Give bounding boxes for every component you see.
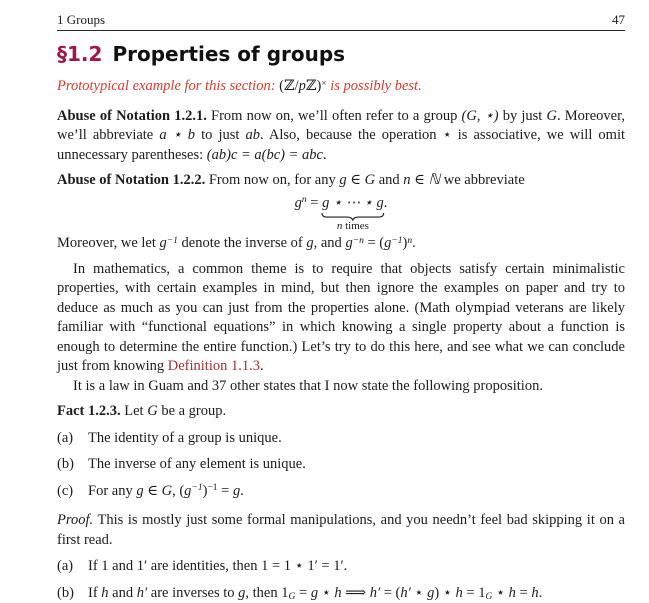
math-run: g — [295, 195, 302, 211]
math-run: p — [299, 78, 306, 94]
math-run: 1 = 1 ⋆ 1′ = 1′ — [261, 558, 344, 574]
math-run: = ( — [380, 585, 400, 601]
list-marker: (a) — [57, 429, 73, 449]
math-run: g — [306, 235, 313, 251]
math-run: ⋆ — [443, 127, 452, 143]
abuse-of-notation-1 — [57, 107, 625, 166]
text-run: The inverse of any element is unique. — [88, 456, 306, 472]
text-run: . Moreover, we’ll abbreviate — [57, 108, 625, 144]
text-run: . — [344, 558, 348, 574]
math-run: h′ — [137, 585, 147, 601]
math-run: $g^{-1}$ — [384, 235, 402, 251]
text-run: If — [88, 585, 101, 601]
math-run: h — [456, 585, 463, 601]
equals-sign: = — [307, 195, 322, 211]
math-run: = — [295, 585, 310, 601]
math-run: n — [337, 220, 343, 232]
text-run: From now on, for any — [205, 172, 339, 188]
prototype-line — [57, 77, 625, 97]
proof-item-b — [57, 584, 625, 603]
math-run: = ( — [364, 235, 384, 251]
math-run: g — [311, 585, 318, 601]
definition-link[interactable]: Definition 1.1.3 — [168, 358, 260, 374]
header-rule — [57, 30, 625, 31]
text-run: In mathematics, a common theme is to require that objects satisfy certain minimalistic properties, with certain examples in mind, but then ignore the examples on paper and try to deduce as much as you can just from the properties alone. (Math olympiad veterans are likely familiar with “functional equations” in which knowing a single property about a function is enough to determine the entire function.) Let’s try to do this here, and see what we can conclude just from knowing — [57, 261, 625, 375]
equation-period: . — [384, 195, 388, 211]
math-run: (ℤ/ — [279, 78, 298, 94]
text-run: Moreover, we let — [57, 235, 160, 251]
math-subscript: G — [289, 592, 296, 602]
math-run: g — [427, 585, 434, 601]
text-run: For any — [88, 483, 136, 499]
proof-label: Proof. — [57, 512, 93, 528]
math-run: ⋆ — [411, 585, 427, 601]
math-run: , then 1 — [245, 585, 288, 601]
math-run: $g^{-n}$ — [345, 235, 363, 251]
moreover-paragraph — [57, 234, 625, 254]
math-run: $g^{-1}$ — [184, 483, 202, 499]
theme-paragraph — [57, 260, 625, 377]
proof-item-a — [57, 557, 625, 577]
chapter-marker: 1 Groups — [57, 12, 105, 27]
text-run: to just — [195, 127, 245, 143]
proof-paragraph — [57, 511, 625, 550]
text-run: . — [539, 585, 543, 601]
math-run: $g^{-1}$ — [160, 235, 178, 251]
text-run: are inverses to — [147, 585, 238, 601]
prototype-tail: is possibly best. — [327, 78, 422, 94]
text-run: . — [260, 358, 264, 374]
text-run: be a group. — [158, 403, 226, 419]
text-run: . — [240, 483, 244, 499]
theorem-label: Fact 1.2.3. — [57, 403, 121, 419]
math-run: (ab)c = a(bc) = abc — [207, 147, 323, 163]
math-superscript: × — [321, 79, 326, 89]
math-run: g ∈ G — [339, 172, 375, 188]
section-number: §1.2 — [57, 42, 102, 66]
page-number: 47 — [612, 12, 625, 27]
text-run: denote the inverse of — [178, 235, 306, 251]
fact-heading — [57, 402, 625, 422]
math-run: h — [509, 585, 516, 601]
guam-paragraph: It is a law in Guam and 37 other states that I now state the following proposition. — [57, 377, 625, 397]
text-run: by just — [499, 108, 547, 124]
text-run: and — [375, 172, 403, 188]
math-run: g — [238, 585, 245, 601]
math-run: )$^{-1}$ — [203, 483, 218, 499]
prototype-lead: Prototypical example for this section: — [57, 78, 279, 94]
section-title: Properties of groups — [112, 42, 345, 66]
fact-item-b — [57, 455, 625, 475]
text-run: , and — [314, 235, 346, 251]
text-run: is associative, we will omit unnecessary parentheses: — [57, 127, 625, 163]
text-run: Let — [121, 403, 148, 419]
theorem-label: Abuse of Notation 1.2.2. — [57, 172, 205, 188]
math-run: ⋆ — [492, 585, 508, 601]
text-run: and — [109, 585, 137, 601]
list-marker: (c) — [57, 482, 73, 502]
text-run: From now on, we’ll often refer to a group — [207, 108, 462, 124]
underbraced-expression: g ⋆ ⋯ ⋆ g — [322, 195, 384, 211]
display-equation — [57, 194, 625, 235]
text-run: times — [342, 220, 369, 232]
math-run: = — [218, 483, 233, 499]
math-run: a ⋆ b — [159, 127, 195, 143]
text-run: we abbreviate — [440, 172, 525, 188]
math-run: ⋆ — [318, 585, 334, 601]
equation-lhs — [295, 195, 307, 211]
fact-item-a — [57, 429, 625, 449]
math-run: (G, ⋆) — [462, 108, 499, 124]
math-run: G — [147, 403, 157, 419]
math-run: ℤ) — [306, 78, 321, 94]
math-run: = — [516, 585, 531, 601]
list-marker: (a) — [57, 557, 73, 577]
math-run: )$^n$ — [403, 235, 413, 251]
math-superscript: n — [302, 195, 307, 205]
underbrace-group — [322, 194, 384, 214]
list-marker: (b) — [57, 584, 74, 603]
math-run: = 1 — [463, 585, 486, 601]
text-run: , ( — [172, 483, 184, 499]
text-run: The identity of a group is unique. — [88, 430, 282, 446]
math-run: h′ — [370, 585, 380, 601]
abuse-of-notation-2 — [57, 171, 625, 191]
theorem-label: Abuse of Notation 1.2.1. — [57, 108, 207, 124]
math-run: h′ — [400, 585, 410, 601]
math-run: h — [101, 585, 108, 601]
running-header — [57, 12, 625, 27]
math-run: n ∈ ℕ — [403, 172, 440, 188]
math-subscript: G — [485, 592, 492, 602]
text-run: . — [412, 235, 416, 251]
list-marker: (b) — [57, 455, 74, 475]
text-run: This is mostly just some formal manipulations, and you needn’t feel bad skipping it on a first read. — [57, 512, 625, 548]
fact-item-c — [57, 482, 625, 502]
underbrace-label — [337, 220, 369, 232]
text-run: If 1 and 1′ are identities, then — [88, 558, 261, 574]
text-run: . Also, because the operation — [260, 127, 443, 143]
section-heading — [57, 42, 625, 66]
underbrace-icon — [322, 213, 384, 220]
math-run: ) ⋆ — [434, 585, 455, 601]
math-run: g ∈ G — [136, 483, 172, 499]
math-run: h — [334, 585, 341, 601]
math-run: G — [546, 108, 556, 124]
math-run: ab — [246, 127, 261, 143]
math-run: h — [531, 585, 538, 601]
implies-arrow: ⟹ — [342, 585, 370, 601]
text-run: . — [323, 147, 327, 163]
math-run: g — [233, 483, 240, 499]
